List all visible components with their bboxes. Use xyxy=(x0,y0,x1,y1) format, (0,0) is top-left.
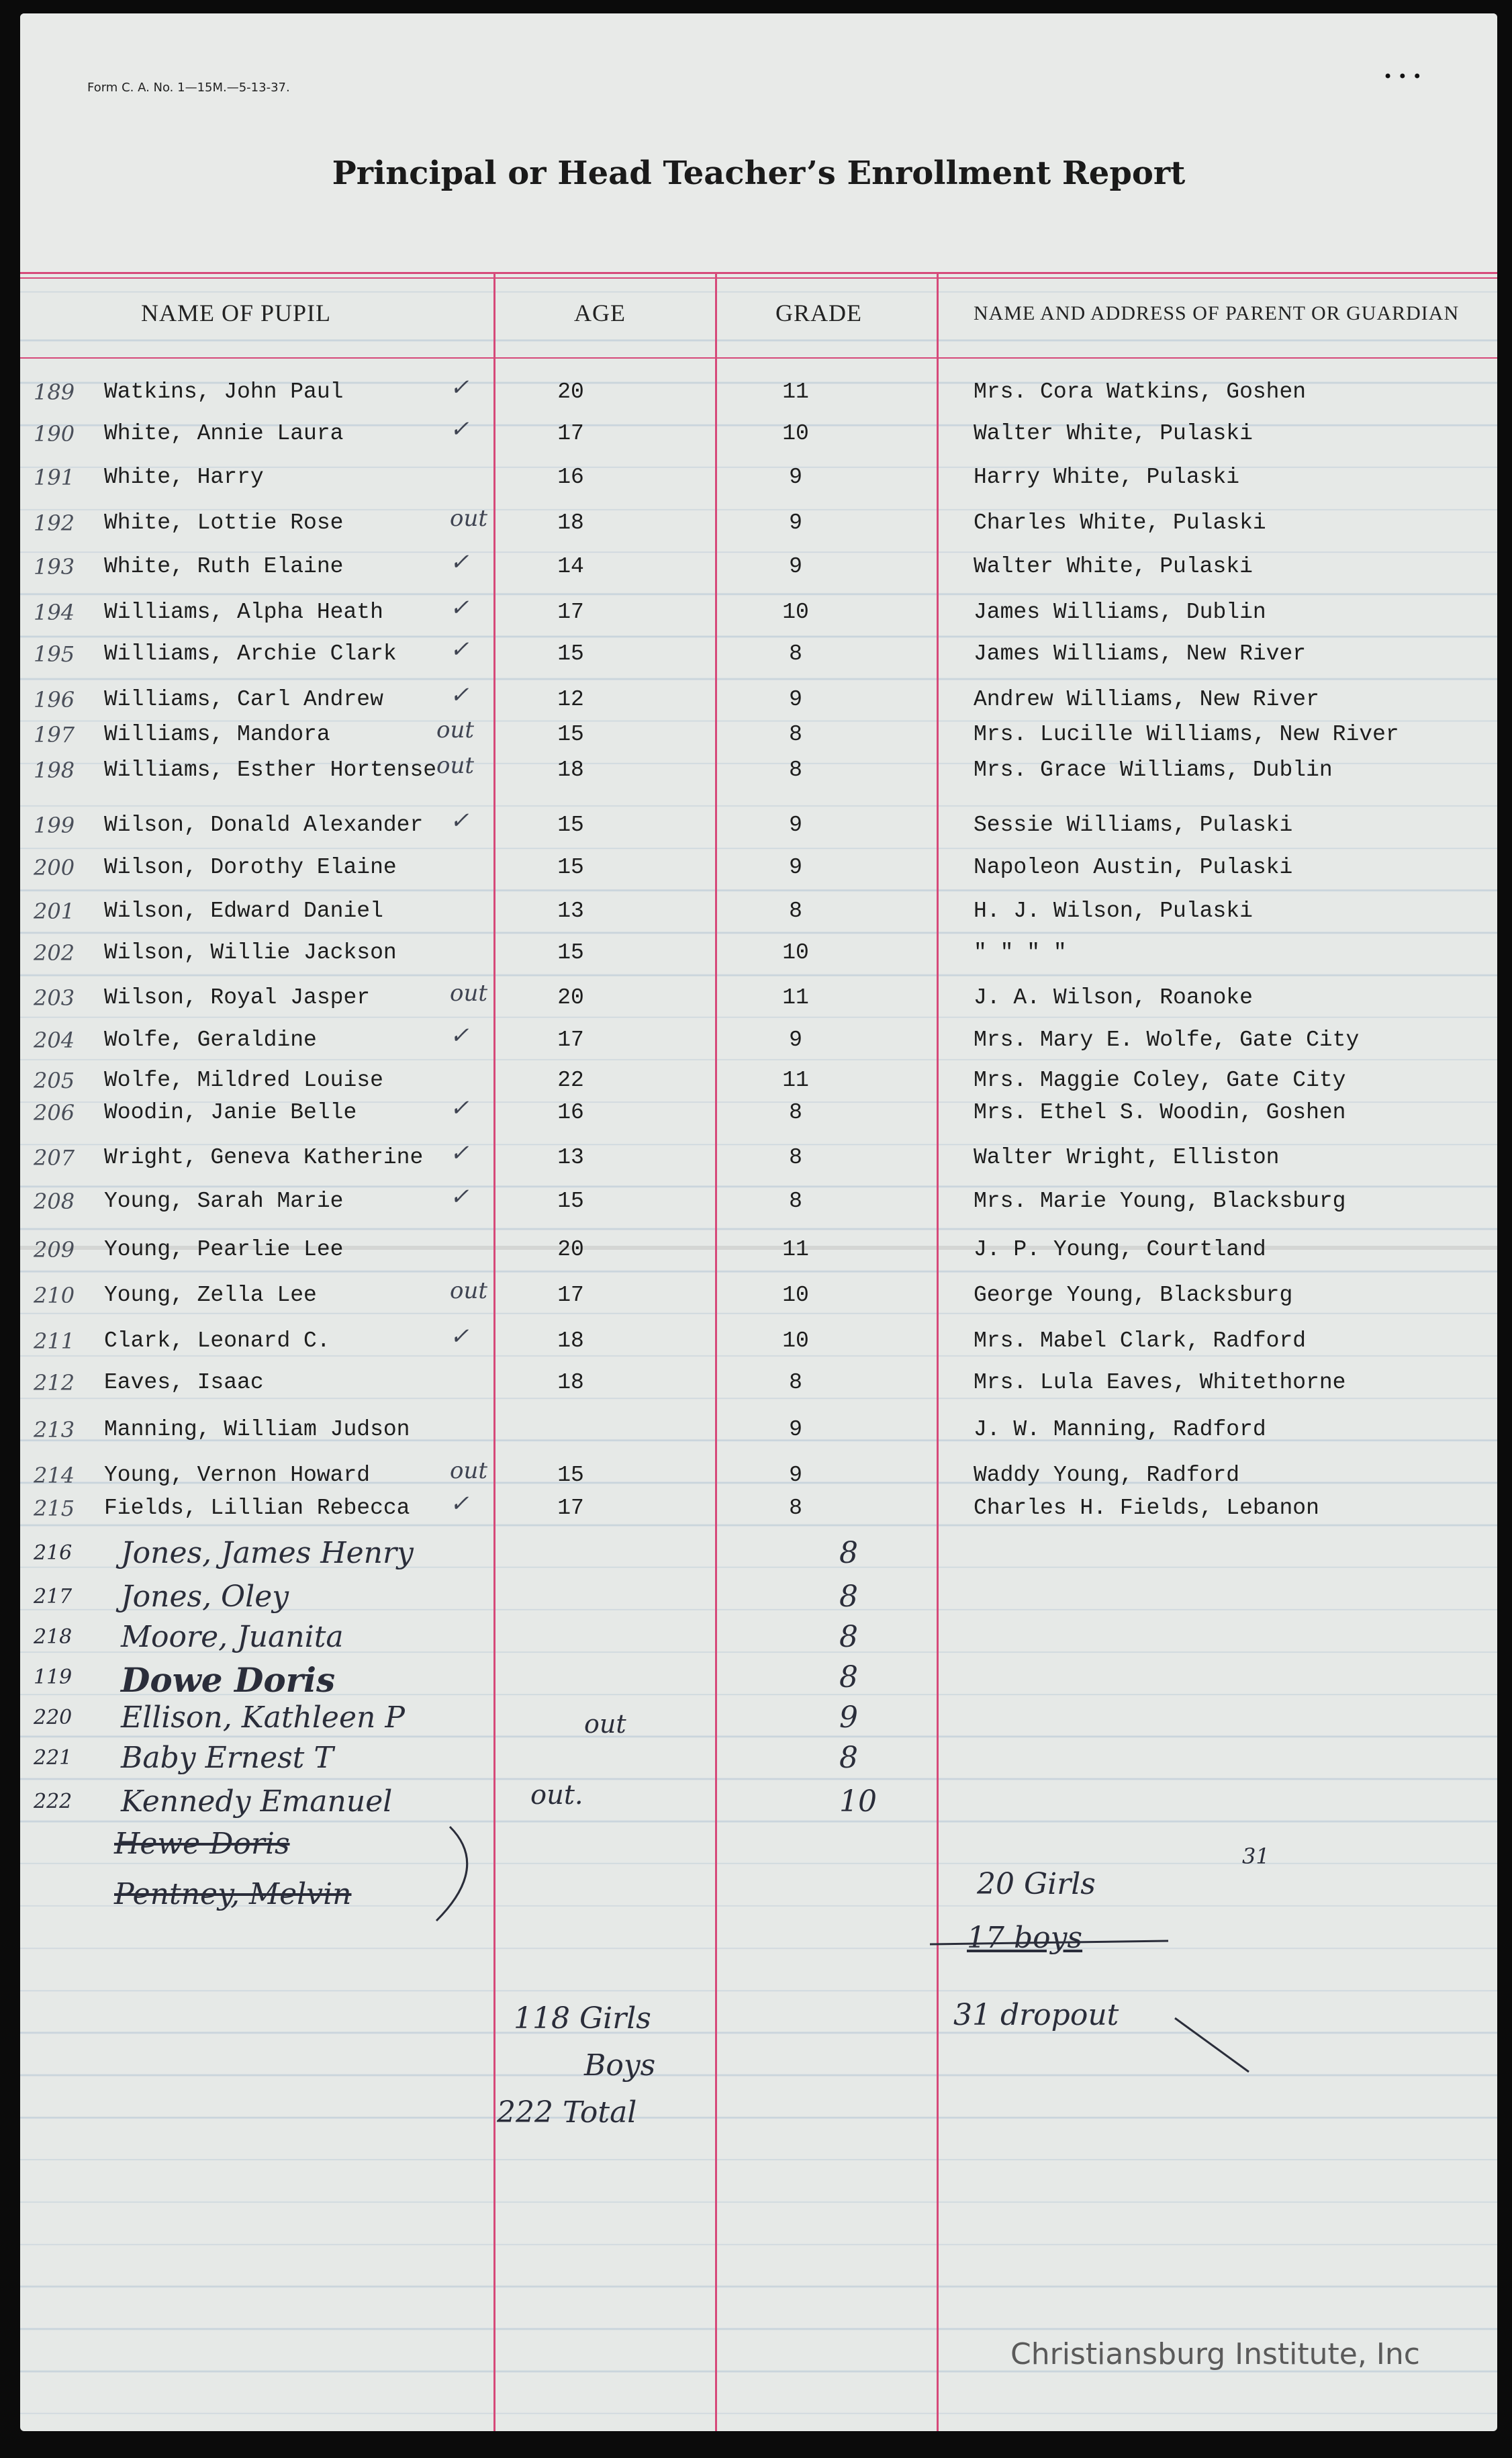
check-mark: out xyxy=(450,1277,488,1304)
row-number: 199 xyxy=(34,813,75,838)
pupil-age: 18 xyxy=(557,758,584,782)
pupil-age: 20 xyxy=(557,985,584,1010)
row-number: 205 xyxy=(34,1068,75,1093)
check-mark: ✓ xyxy=(450,374,469,401)
table-row xyxy=(20,594,1497,640)
pupil-age: 15 xyxy=(557,722,584,747)
tally-count: 31 xyxy=(1242,1844,1270,1869)
pupil-age: 15 xyxy=(557,641,584,666)
table-row xyxy=(20,549,1497,594)
row-number: 210 xyxy=(34,1283,75,1308)
pupil-age: 12 xyxy=(557,687,584,712)
table-row xyxy=(20,1277,1497,1323)
pupil-name: Young, Vernon Howard xyxy=(104,1463,371,1488)
parent-guardian: Charles White, Pulaski xyxy=(974,510,1266,535)
table-row xyxy=(20,1417,1497,1457)
parent-guardian: James Williams, New River xyxy=(974,641,1307,666)
row-number: 204 xyxy=(34,1028,75,1053)
row-number: 119 xyxy=(34,1666,73,1689)
table-row xyxy=(20,752,1497,798)
parent-guardian: Walter White, Pulaski xyxy=(974,421,1253,446)
pupil-age: 17 xyxy=(557,1028,584,1052)
pupil-age: 22 xyxy=(557,1068,584,1093)
parent-guardian: Charles H. Fields, Lebanon xyxy=(974,1496,1319,1520)
pupil-grade: 8 xyxy=(789,641,802,666)
check-mark: ✓ xyxy=(450,636,469,663)
pupil-name: Clark, Leonard C. xyxy=(104,1328,330,1353)
row-number: 216 xyxy=(34,1541,73,1565)
row-number: 211 xyxy=(34,1328,75,1354)
tally-left-boys: Boys xyxy=(584,2048,656,2083)
pupil-name: Wilson, Donald Alexander xyxy=(104,813,424,837)
table-row xyxy=(20,807,1497,853)
pupil-name: Manning, William Judson xyxy=(104,1417,410,1442)
pupil-name: Eaves, Isaac xyxy=(104,1370,264,1395)
pupil-grade: 10 xyxy=(782,600,809,625)
pupil-grade: 9 xyxy=(789,510,802,535)
pupil-grade: 9 xyxy=(789,687,802,712)
pupil-age: 16 xyxy=(557,1100,584,1125)
pupil-name: Williams, Esther Hortense xyxy=(104,758,437,782)
pupil-grade: 9 xyxy=(789,554,802,579)
pupil-age: 15 xyxy=(557,1463,584,1488)
pupil-age: 14 xyxy=(557,554,584,579)
row-number: 212 xyxy=(34,1370,75,1396)
row-number: 207 xyxy=(34,1145,75,1171)
table-row xyxy=(20,465,1497,505)
pupil-grade: 8 xyxy=(789,1189,802,1214)
pupil-grade: 11 xyxy=(782,985,809,1010)
pupil-grade: 8 xyxy=(789,758,802,782)
row-number: 208 xyxy=(34,1189,75,1214)
pupil-name: Jones, James Henry xyxy=(121,1536,414,1570)
pupil-age: 17 xyxy=(557,1496,584,1520)
parent-guardian: " " " " xyxy=(974,940,1067,965)
parent-guardian: Mrs. Lucille Williams, New River xyxy=(974,722,1399,747)
row-number: 209 xyxy=(34,1237,75,1263)
table-row xyxy=(20,416,1497,461)
header-grade: GRADE xyxy=(775,300,862,326)
pupil-name: White, Harry xyxy=(104,465,264,490)
pupil-grade: 8 xyxy=(789,722,802,747)
pupil-age: 16 xyxy=(557,465,584,490)
tally-girls: 20 Girls xyxy=(977,1867,1096,1901)
pupil-grade: 11 xyxy=(782,1237,809,1262)
row-number: 214 xyxy=(34,1463,75,1488)
pupil-name: Dowe Doris xyxy=(121,1660,336,1700)
row-number: 192 xyxy=(34,510,75,536)
pupil-grade: 8 xyxy=(789,899,802,923)
row-number: 193 xyxy=(34,554,75,580)
pupil-grade: 8 xyxy=(839,1536,858,1570)
document-sheet xyxy=(20,13,1497,2431)
pupil-grade: 11 xyxy=(782,379,809,404)
table-row xyxy=(20,899,1497,939)
row-number: 201 xyxy=(34,899,75,924)
pupil-name: Moore, Juanita xyxy=(121,1620,344,1654)
pupil-name: Woodin, Janie Belle xyxy=(104,1100,357,1125)
pupil-grade: 11 xyxy=(782,1068,809,1093)
table-row xyxy=(20,1490,1497,1536)
check-mark: ✓ xyxy=(450,549,469,576)
table-row xyxy=(20,717,1497,762)
pupil-name: Williams, Carl Andrew xyxy=(104,687,383,712)
pupil-name: Wolfe, Geraldine xyxy=(104,1028,317,1052)
dropout-tick xyxy=(1175,2018,1249,2072)
pupil-name: White, Lottie Rose xyxy=(104,510,344,535)
parent-guardian: George Young, Blacksburg xyxy=(974,1283,1293,1308)
parent-guardian: Harry White, Pulaski xyxy=(974,465,1240,490)
out-mark-220: out xyxy=(584,1709,626,1739)
tally-dropout: 31 dropout xyxy=(953,1998,1119,2032)
header-rule-mid xyxy=(20,277,1497,279)
parent-guardian: Mrs. Grace Williams, Dublin xyxy=(974,758,1333,782)
pupil-name: Williams, Archie Clark xyxy=(104,641,397,666)
table-row xyxy=(20,1237,1497,1277)
out-mark-222: out. xyxy=(530,1780,583,1811)
check-mark: ✓ xyxy=(450,594,469,621)
pupil-grade: 9 xyxy=(789,465,802,490)
pupil-name: Wilson, Dorothy Elaine xyxy=(104,855,397,880)
parent-guardian: Waddy Young, Radford xyxy=(974,1463,1240,1488)
row-number: 218 xyxy=(34,1625,73,1649)
check-mark: ✓ xyxy=(450,807,469,834)
row-number: 203 xyxy=(34,985,75,1011)
table-row xyxy=(20,505,1497,551)
table-row xyxy=(20,940,1497,981)
check-mark: out xyxy=(450,1457,488,1484)
pupil-grade: 10 xyxy=(782,421,809,446)
pupil-grade: 8 xyxy=(839,1620,858,1654)
parent-guardian: J. W. Manning, Radford xyxy=(974,1417,1266,1442)
row-number: 196 xyxy=(34,687,75,713)
row-number: 194 xyxy=(34,600,75,625)
pupil-grade: 10 xyxy=(839,1784,877,1819)
check-mark: ✓ xyxy=(450,416,469,443)
pupil-age: 17 xyxy=(557,421,584,446)
parent-guardian: James Williams, Dublin xyxy=(974,600,1266,625)
sheet-header-area xyxy=(20,13,1497,275)
row-number: 221 xyxy=(34,1746,73,1770)
pupil-name: Young, Sarah Marie xyxy=(104,1189,344,1214)
table-row xyxy=(20,1370,1497,1410)
tally-left-total: 222 Total xyxy=(497,2095,637,2130)
table-row xyxy=(20,1095,1497,1140)
parent-guardian: H. J. Wilson, Pulaski xyxy=(974,899,1253,923)
pupil-grade: 10 xyxy=(782,1283,809,1308)
pupil-name: Baby Ernest T xyxy=(121,1741,334,1775)
header-rule-bottom xyxy=(20,357,1497,359)
pupil-grade: 10 xyxy=(782,940,809,965)
row-number: 206 xyxy=(34,1100,75,1126)
pupil-name: Wolfe, Mildred Louise xyxy=(104,1068,383,1093)
row-number: 198 xyxy=(34,758,75,783)
row-number: 213 xyxy=(34,1417,75,1443)
table-row xyxy=(20,980,1497,1026)
parent-guardian: Mrs. Cora Watkins, Goshen xyxy=(974,379,1307,404)
pupil-name: Wilson, Willie Jackson xyxy=(104,940,397,965)
parent-guardian: J. A. Wilson, Roanoke xyxy=(974,985,1253,1010)
parent-guardian: Mrs. Mary E. Wolfe, Gate City xyxy=(974,1028,1360,1052)
table-row xyxy=(20,636,1497,682)
pupil-grade: 9 xyxy=(789,855,802,880)
pupil-age: 17 xyxy=(557,1283,584,1308)
row-number: 190 xyxy=(34,421,75,447)
report-title: Principal or Head Teacher’s Enrollment Report xyxy=(332,154,1186,192)
tally-left-girls: 118 Girls xyxy=(514,2001,651,2036)
pupil-grade: 9 xyxy=(789,813,802,837)
check-mark: ✓ xyxy=(450,1183,469,1210)
table-row xyxy=(20,1140,1497,1185)
parent-guardian: Mrs. Marie Young, Blacksburg xyxy=(974,1189,1346,1214)
pupil-grade: 8 xyxy=(789,1370,802,1395)
parent-guardian: Mrs. Mabel Clark, Radford xyxy=(974,1328,1307,1353)
pupil-name: Young, Pearlie Lee xyxy=(104,1237,344,1262)
pupil-age: 18 xyxy=(557,1370,584,1395)
row-number: 189 xyxy=(34,379,75,405)
table-row xyxy=(20,682,1497,727)
check-mark: out xyxy=(450,980,488,1007)
check-mark: out xyxy=(436,752,475,779)
pupil-name: Ellison, Kathleen P xyxy=(121,1700,405,1735)
pupil-name: White, Annie Laura xyxy=(104,421,344,446)
header-name: NAME OF PUPIL xyxy=(141,300,332,326)
pupil-grade: 8 xyxy=(789,1145,802,1170)
pupil-age: 15 xyxy=(557,940,584,965)
pupil-name: Young, Zella Lee xyxy=(104,1283,317,1308)
check-mark: out xyxy=(436,717,475,743)
parent-guardian: Walter White, Pulaski xyxy=(974,554,1253,579)
row-number: 220 xyxy=(34,1706,73,1729)
pupil-grade: 8 xyxy=(839,1580,858,1614)
crossed-out-bracket xyxy=(436,1827,467,1921)
parent-guardian: Sessie Williams, Pulaski xyxy=(974,813,1293,837)
pupil-age: 13 xyxy=(557,899,584,923)
pupil-grade: 8 xyxy=(789,1496,802,1520)
pupil-name: Williams, Mandora xyxy=(104,722,330,747)
pupil-grade: 8 xyxy=(839,1660,858,1694)
pupil-age: 13 xyxy=(557,1145,584,1170)
parent-guardian: Mrs. Maggie Coley, Gate City xyxy=(974,1068,1346,1093)
header-parent: NAME AND ADDRESS OF PARENT OR GUARDIAN xyxy=(974,302,1460,324)
pupil-name: Williams, Alpha Heath xyxy=(104,600,383,625)
pupil-age: 18 xyxy=(557,510,584,535)
check-mark: ✓ xyxy=(450,1323,469,1350)
pupil-grade: 8 xyxy=(839,1741,858,1775)
parent-guardian: Mrs. Lula Eaves, Whitethorne xyxy=(974,1370,1346,1395)
check-mark: ✓ xyxy=(450,1490,469,1517)
parent-guardian: Andrew Williams, New River xyxy=(974,687,1319,712)
crossed-out-entry: Pentney, Melvin xyxy=(114,1877,352,1911)
parent-guardian: Mrs. Ethel S. Woodin, Goshen xyxy=(974,1100,1346,1125)
row-number: 202 xyxy=(34,940,75,966)
pupil-age: 15 xyxy=(557,813,584,837)
watermark: Christiansburg Institute, Inc xyxy=(1010,2337,1420,2371)
pupil-age: 20 xyxy=(557,379,584,404)
row-number: 191 xyxy=(34,465,75,490)
pupil-name: Watkins, John Paul xyxy=(104,379,344,404)
row-number: 215 xyxy=(34,1496,75,1521)
table-row xyxy=(20,1183,1497,1229)
check-mark: ✓ xyxy=(450,1095,469,1122)
pupil-name: Wilson, Royal Jasper xyxy=(104,985,371,1010)
pupil-grade: 9 xyxy=(789,1028,802,1052)
row-number: 222 xyxy=(34,1790,73,1813)
pupil-age: 15 xyxy=(557,1189,584,1214)
table-row xyxy=(20,855,1497,895)
header-age: AGE xyxy=(574,300,626,326)
header-rule-top xyxy=(20,272,1497,274)
crossed-out-entry: Hewe Doris xyxy=(114,1827,290,1861)
pupil-name: White, Ruth Elaine xyxy=(104,554,344,579)
form-number: Form C. A. No. 1—15M.—5-13-37. xyxy=(87,81,290,95)
pupil-grade: 8 xyxy=(789,1100,802,1125)
pupil-age: 20 xyxy=(557,1237,584,1262)
pupil-grade: 9 xyxy=(789,1463,802,1488)
pupil-name: Wright, Geneva Katherine xyxy=(104,1145,424,1170)
pupil-name: Jones, Oley xyxy=(121,1580,289,1614)
parent-guardian: Walter Wright, Elliston xyxy=(974,1145,1280,1170)
pupil-name: Wilson, Edward Daniel xyxy=(104,899,383,923)
table-row xyxy=(20,1022,1497,1068)
row-number: 200 xyxy=(34,855,75,880)
table-row xyxy=(20,1323,1497,1369)
pupil-age: 18 xyxy=(557,1328,584,1353)
row-number: 197 xyxy=(34,722,75,747)
check-mark: ✓ xyxy=(450,1022,469,1049)
check-mark: out xyxy=(450,505,488,532)
row-number: 217 xyxy=(34,1585,73,1608)
pupil-age: 17 xyxy=(557,600,584,625)
pupil-grade: 9 xyxy=(789,1417,802,1442)
pupil-grade: 9 xyxy=(839,1700,858,1735)
check-mark: ✓ xyxy=(450,682,469,709)
pupil-grade: 10 xyxy=(782,1328,809,1353)
pupil-name: Fields, Lillian Rebecca xyxy=(104,1496,410,1520)
row-number: 195 xyxy=(34,641,75,667)
pupil-age: 15 xyxy=(557,855,584,880)
tally-boys: 17 boys xyxy=(967,1921,1083,1955)
pupil-name: Kennedy Emanuel xyxy=(121,1784,393,1819)
table-row xyxy=(20,374,1497,420)
corner-mark: • • • xyxy=(1383,67,1422,86)
parent-guardian: J. P. Young, Courtland xyxy=(974,1237,1266,1262)
parent-guardian: Napoleon Austin, Pulaski xyxy=(974,855,1293,880)
check-mark: ✓ xyxy=(450,1140,469,1167)
